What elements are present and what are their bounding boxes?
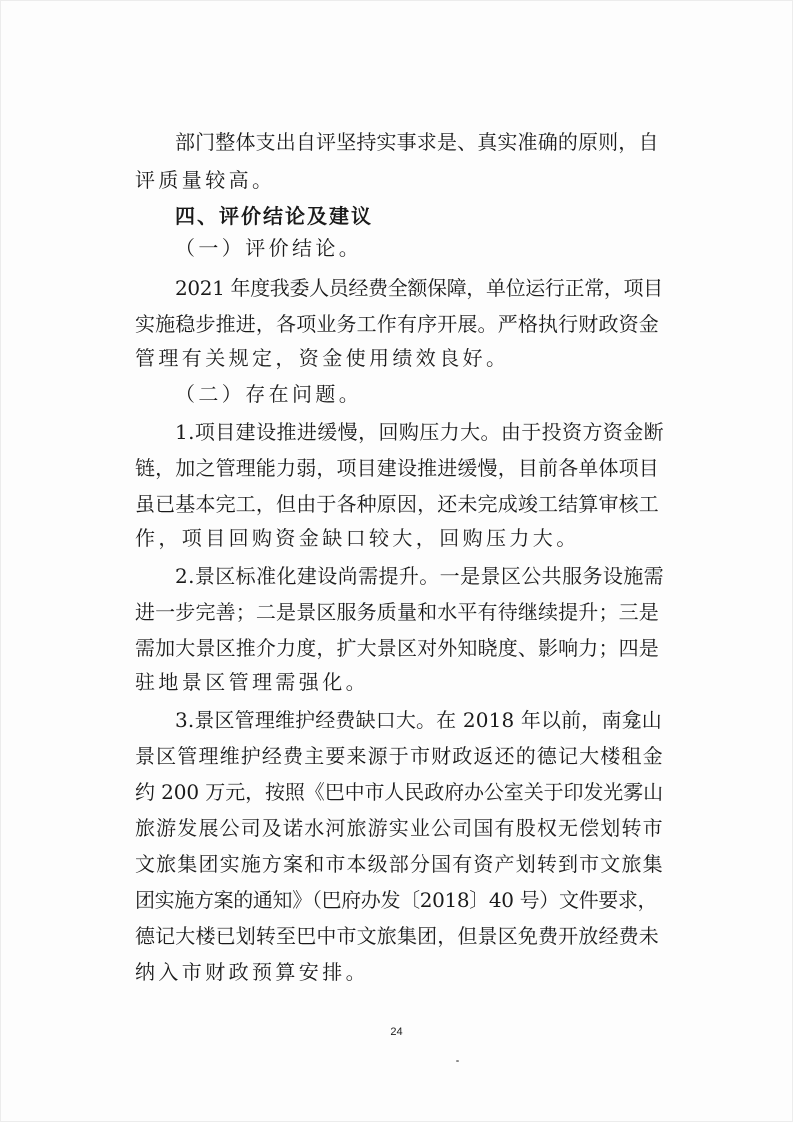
para-line-23: 德记大楼已划转至巴中市文旅集团，但景区免费开放经费未	[135, 924, 659, 948]
para-line-11: 虽已基本完工，但由于各种原因，还未完成竣工结算审核工	[135, 492, 659, 516]
para-line-14: 进一步完善；二是景区服务质量和水平有待继续提升；三是	[135, 600, 659, 624]
subheading-problems: （二）存在问题。	[175, 382, 363, 406]
para-line-21: 文旅集团实施方案和市本级部分国有资产划转到市文旅集	[135, 852, 664, 876]
para-line-7: 管理有关规定，资金使用绩效良好。	[135, 346, 510, 370]
page-number: 24	[390, 1026, 403, 1038]
para-line-5: 2021 年度我委人员经费全额保障，单位运行正常，项目	[175, 276, 663, 300]
subheading-conclusion: （一）评价结论。	[175, 236, 363, 260]
para-line-19: 约 200 万元，按照《巴中市人民政府办公室关于印发光雾山	[135, 780, 663, 804]
para-line-13: 2.景区标准化建设尚需提升。一是景区公共服务设施需	[175, 564, 665, 588]
para-line-9: 1.项目建设推进缓慢，回购压力大。由于投资方资金断	[175, 420, 665, 444]
para-line-12: 作，项目回购资金缺口较大，回购压力大。	[135, 526, 580, 550]
scan-speck	[456, 1060, 459, 1062]
para-line-18: 景区管理维护经费主要来源于市财政返还的德记大楼租金	[135, 744, 664, 768]
para-line-17: 3.景区管理维护经费缺口大。在 2018 年以前，南龛山	[175, 708, 662, 732]
para-line-6: 实施稳步推进，各项业务工作有序开展。严格执行财政资金	[135, 312, 659, 336]
para-line-2: 评质量较高。	[135, 168, 276, 192]
para-line-24: 纳入市财政预算安排。	[135, 960, 369, 984]
para-line-15: 需加大景区推介力度，扩大景区对外知晓度、影响力；四是	[135, 636, 659, 660]
para-line-20: 旅游发展公司及诺水河旅游实业公司国有股权无偿划转市	[135, 816, 664, 840]
para-line-16: 驻地景区管理需强化。	[135, 670, 369, 694]
para-line-22: 团实施方案的通知》（巴府办发〔2018〕40 号）文件要求，	[135, 888, 658, 912]
para-line-1: 部门整体支出自评坚持实事求是、真实准确的原则，自	[175, 130, 659, 154]
para-line-10: 链，加之管理能力弱，项目建设推进缓慢，目前各单体项目	[135, 456, 659, 480]
section-heading: 四、评价结论及建议	[175, 204, 373, 228]
